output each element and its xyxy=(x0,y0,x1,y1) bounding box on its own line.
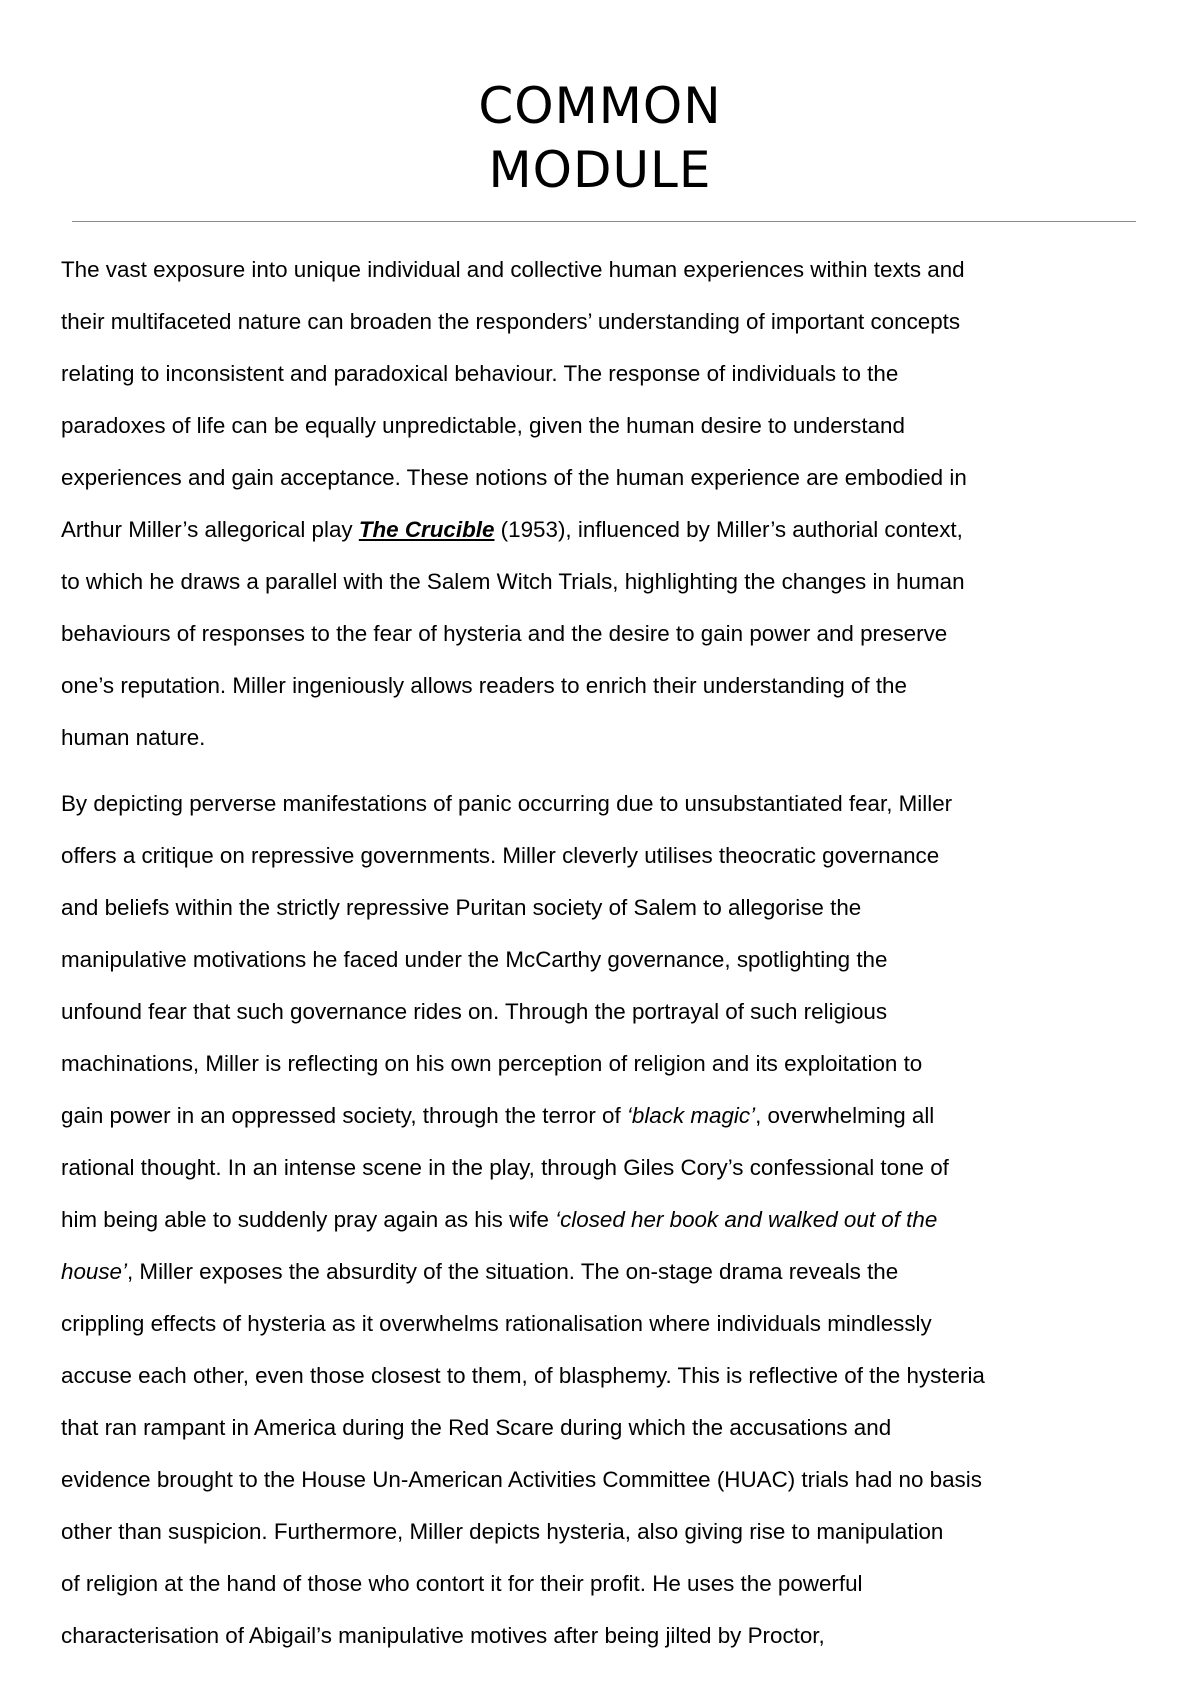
text-segment: him being able to suddenly pray again as his wife xyxy=(61,1207,556,1232)
title-divider xyxy=(72,221,1136,222)
text-line: manipulative motivations he faced under the McCarthy governance, spotlighting the xyxy=(61,947,888,972)
text-line xyxy=(61,504,1141,556)
text-segment: , Miller exposes the absurdity of the situation. The on-stage drama reveals the xyxy=(126,1259,899,1284)
text-line: that ran rampant in America during the Red Scare during which the accusations and xyxy=(61,1415,892,1440)
text-line xyxy=(61,1090,1141,1142)
page-title xyxy=(0,74,1200,202)
text-line: evidence brought to the House Un-American Activities Committee (HUAC) trials had no basis xyxy=(61,1467,982,1492)
paragraph-1 xyxy=(61,244,1141,764)
text-line: to which he draws a parallel with the Salem Witch Trials, highlighting the changes in human xyxy=(61,569,965,594)
title-line-1: COMMON xyxy=(478,77,722,135)
text-line: The vast exposure into unique individual and collective human experiences within texts and xyxy=(61,257,965,282)
paragraph-2 xyxy=(61,778,1141,1662)
text-line: experiences and gain acceptance. These notions of the human experience are embodied in xyxy=(61,465,967,490)
text-line: human nature. xyxy=(61,725,206,750)
text-line: one’s reputation. Miller ingeniously allows readers to enrich their understanding of the xyxy=(61,673,907,698)
text-line: behaviours of responses to the fear of hysteria and the desire to gain power and preserve xyxy=(61,621,948,646)
text-line: crippling effects of hysteria as it overwhelms rationalisation where individuals mindlessly xyxy=(61,1311,932,1336)
text-line: offers a critique on repressive governments. Miller cleverly utilises theocratic governance xyxy=(61,843,940,868)
text-segment: gain power in an oppressed society, through the terror of xyxy=(61,1103,627,1128)
play-title: The Crucible xyxy=(358,517,495,542)
text-line: accuse each other, even those closest to them, of blasphemy. This is reflective of the hysteria xyxy=(61,1363,985,1388)
text-line: By depicting perverse manifestations of panic occurring due to unsubstantiated fear, Miller xyxy=(61,791,953,816)
text-line: relating to inconsistent and paradoxical behaviour. The response of individuals to the xyxy=(61,361,899,386)
quotation: house’ xyxy=(61,1259,127,1284)
text-line: machinations, Miller is reflecting on his own perception of religion and its exploitation to xyxy=(61,1051,923,1076)
text-segment: Arthur Miller’s allegorical play xyxy=(61,517,359,542)
title-line-2: MODULE xyxy=(488,141,712,199)
essay-body xyxy=(61,244,1141,1676)
text-line: unfound fear that such governance rides on. Through the portrayal of such religious xyxy=(61,999,888,1024)
text-line: of religion at the hand of those who contort it for their profit. He uses the powerful xyxy=(61,1571,863,1596)
text-line: their multifaceted nature can broaden the responders’ understanding of important concepts xyxy=(61,309,961,334)
text-line xyxy=(61,1194,1141,1246)
quotation: ‘closed her book and walked out of the xyxy=(555,1207,938,1232)
text-line: characterisation of Abigail’s manipulative motives after being jilted by Proctor, xyxy=(61,1623,825,1648)
text-segment: (1953), influenced by Miller’s authorial context, xyxy=(494,517,963,542)
quotation: ‘black magic’ xyxy=(626,1103,756,1128)
text-line: other than suspicion. Furthermore, Miller depicts hysteria, also giving rise to manipulation xyxy=(61,1519,944,1544)
text-line: rational thought. In an intense scene in the play, through Giles Cory’s confessional tone of xyxy=(61,1155,949,1180)
text-segment: , overwhelming all xyxy=(755,1103,935,1128)
text-line: and beliefs within the strictly repressive Puritan society of Salem to allegorise the xyxy=(61,895,862,920)
text-line: paradoxes of life can be equally unpredictable, given the human desire to understand xyxy=(61,413,905,438)
text-line xyxy=(61,1246,1141,1298)
